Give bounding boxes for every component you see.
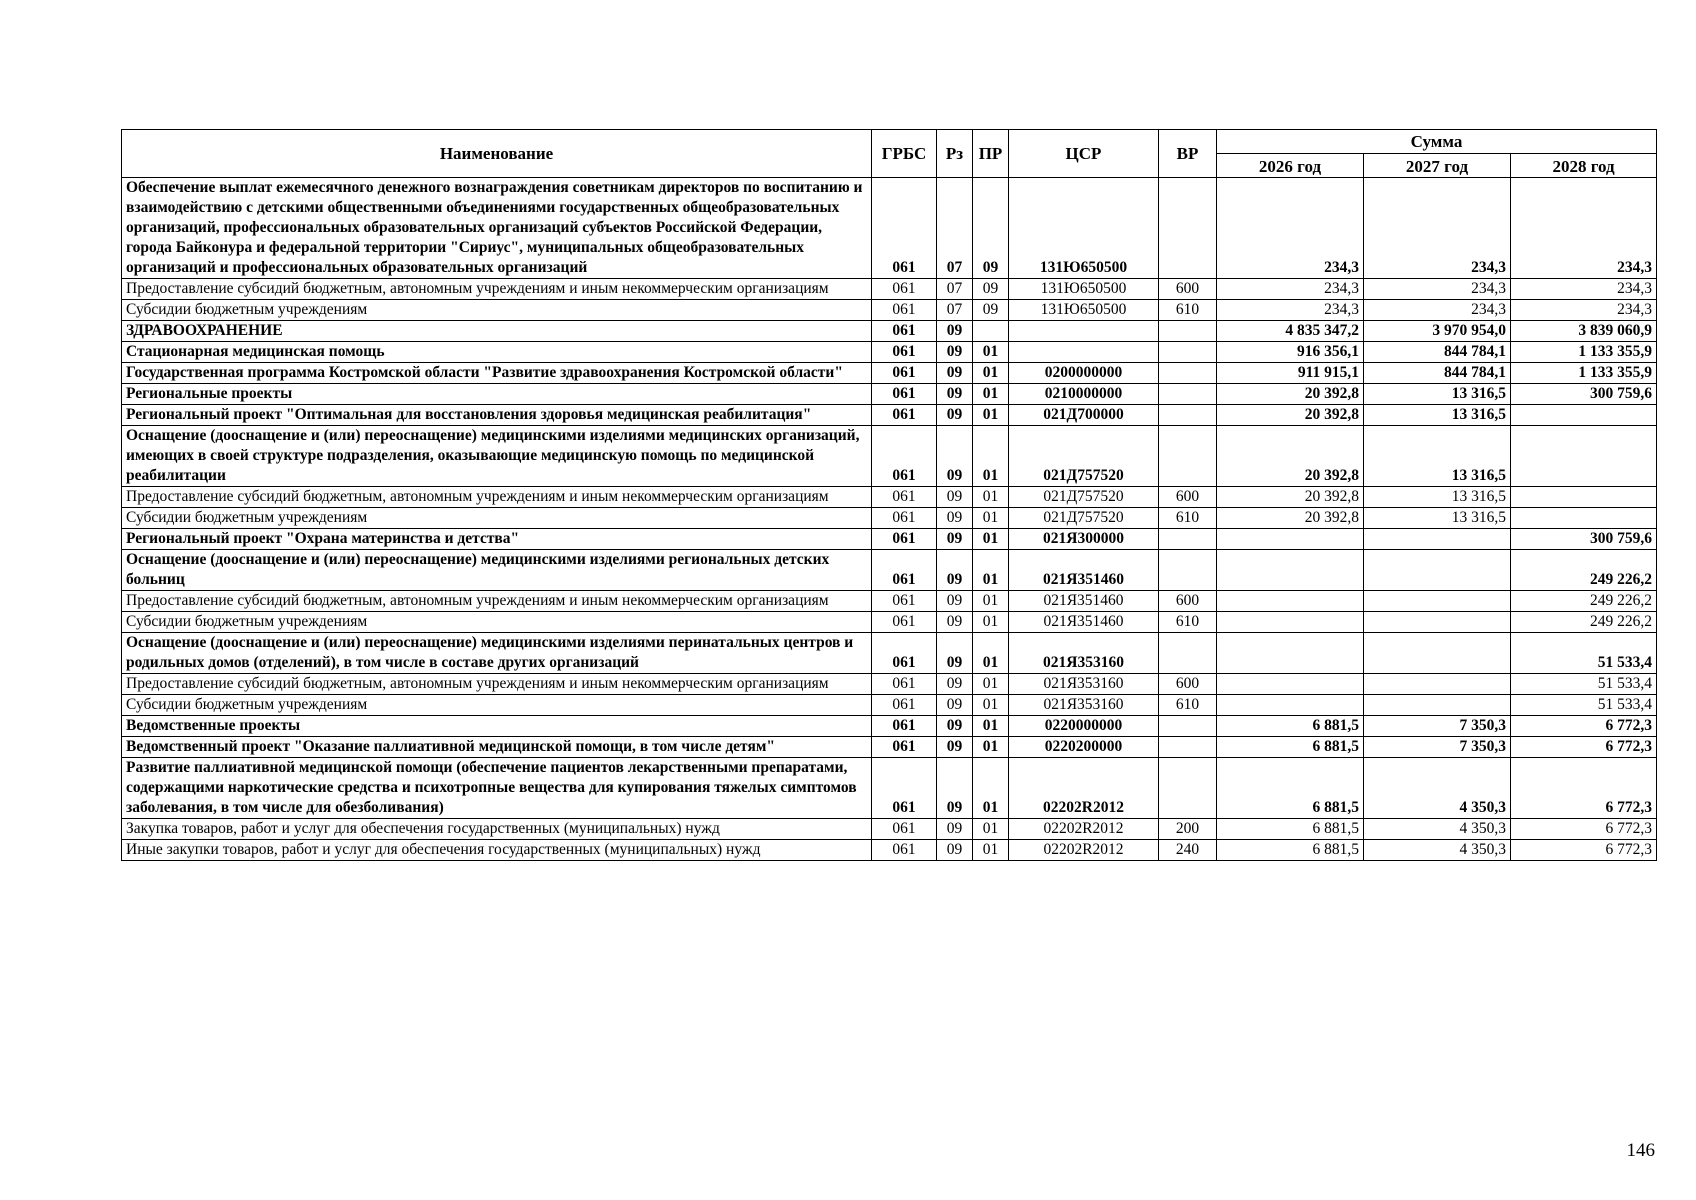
cell-csr: 021Д700000 [1009,405,1159,426]
cell-y2027: 7 350,3 [1364,737,1511,758]
cell-vr [1159,178,1217,279]
cell-pr: 01 [973,363,1009,384]
cell-y2028: 51 533,4 [1511,633,1657,674]
cell-y2027: 234,3 [1364,279,1511,300]
cell-grbs: 061 [872,178,937,279]
cell-name: Обеспечение выплат ежемесячного денежного вознаграждения советникам директоров по воспитанию и взаимодействию с детскими общественными объединениями государственных общеобразовательных организаций, профессиональных образовательных организаций субъектов Российской Федерации, города Байконура и федеральной территории "Сириус", муниципальных общеобразовательных организаций и профессиональных образовательных организаций [122,178,872,279]
cell-y2028: 249 226,2 [1511,591,1657,612]
cell-name: Оснащение (дооснащение и (или) переоснащение) медицинскими изделиями перинатальных центров и родильных домов (отделений), в том числе в составе других организаций [122,633,872,674]
cell-csr: 021Я351460 [1009,591,1159,612]
cell-grbs: 061 [872,550,937,591]
cell-y2028: 6 772,3 [1511,737,1657,758]
cell-y2026: 916 356,1 [1217,342,1364,363]
cell-y2026 [1217,591,1364,612]
cell-y2028 [1511,487,1657,508]
cell-y2027: 234,3 [1364,300,1511,321]
cell-rz: 09 [937,758,973,819]
cell-y2027 [1364,529,1511,550]
cell-pr: 01 [973,716,1009,737]
cell-grbs: 061 [872,363,937,384]
cell-name: Региональные проекты [122,384,872,405]
cell-grbs: 061 [872,508,937,529]
cell-y2026: 20 392,8 [1217,384,1364,405]
cell-y2028 [1511,405,1657,426]
table-row [122,550,1657,591]
cell-y2027: 844 784,1 [1364,363,1511,384]
cell-name: Предоставление субсидий бюджетным, автономным учреждениям и иным некоммерческим организациям [122,591,872,612]
cell-rz: 09 [937,426,973,487]
table-row [122,695,1657,716]
table-row [122,633,1657,674]
cell-name: Предоставление субсидий бюджетным, автономным учреждениям и иным некоммерческим организациям [122,487,872,508]
cell-y2027: 13 316,5 [1364,508,1511,529]
cell-name: Субсидии бюджетным учреждениям [122,695,872,716]
cell-name: Субсидии бюджетным учреждениям [122,612,872,633]
cell-vr: 610 [1159,300,1217,321]
cell-csr: 0220000000 [1009,716,1159,737]
cell-name: Иные закупки товаров, работ и услуг для обеспечения государственных (муниципальных) нужд [122,840,872,861]
cell-pr: 09 [973,178,1009,279]
cell-csr: 02202R2012 [1009,758,1159,819]
cell-grbs: 061 [872,758,937,819]
cell-y2027: 13 316,5 [1364,487,1511,508]
cell-name: Предоставление субсидий бюджетным, автономным учреждениям и иным некоммерческим организациям [122,279,872,300]
header-name: Наименование [122,130,872,178]
cell-rz: 09 [937,508,973,529]
table-row [122,612,1657,633]
cell-name: Оснащение (дооснащение и (или) переоснащение) медицинскими изделиями региональных детских больниц [122,550,872,591]
cell-vr: 200 [1159,819,1217,840]
header-2028: 2028 год [1511,154,1657,178]
cell-rz: 07 [937,178,973,279]
table-row [122,487,1657,508]
cell-pr: 01 [973,426,1009,487]
cell-vr [1159,342,1217,363]
cell-name: Региональный проект "Охрана материнства и детства" [122,529,872,550]
cell-y2028: 1 133 355,9 [1511,342,1657,363]
cell-rz: 09 [937,840,973,861]
cell-y2028: 1 133 355,9 [1511,363,1657,384]
cell-pr: 01 [973,342,1009,363]
cell-grbs: 061 [872,591,937,612]
cell-pr: 01 [973,508,1009,529]
cell-rz: 09 [937,529,973,550]
cell-vr [1159,529,1217,550]
cell-csr: 021Я353160 [1009,633,1159,674]
cell-pr: 01 [973,819,1009,840]
header-rz: Рз [937,130,973,178]
cell-pr: 01 [973,737,1009,758]
cell-y2027: 7 350,3 [1364,716,1511,737]
cell-vr: 610 [1159,695,1217,716]
cell-y2028: 234,3 [1511,279,1657,300]
header-pr: ПР [973,130,1009,178]
cell-name: Закупка товаров, работ и услуг для обеспечения государственных (муниципальных) нужд [122,819,872,840]
cell-name: Региональный проект "Оптимальная для восстановления здоровья медицинская реабилитация" [122,405,872,426]
table-row [122,758,1657,819]
cell-rz: 09 [937,695,973,716]
cell-csr: 131Ю650500 [1009,178,1159,279]
cell-vr [1159,363,1217,384]
cell-y2026 [1217,529,1364,550]
cell-name: Государственная программа Костромской области "Развитие здравоохранения Костромской области" [122,363,872,384]
cell-vr [1159,321,1217,342]
table-row [122,363,1657,384]
cell-y2028: 300 759,6 [1511,529,1657,550]
cell-y2026 [1217,550,1364,591]
cell-vr: 610 [1159,508,1217,529]
cell-y2028: 3 839 060,9 [1511,321,1657,342]
cell-vr: 600 [1159,591,1217,612]
cell-grbs: 061 [872,384,937,405]
cell-csr: 021Д757520 [1009,426,1159,487]
cell-y2027: 4 350,3 [1364,840,1511,861]
cell-vr [1159,384,1217,405]
cell-csr: 021Я300000 [1009,529,1159,550]
cell-y2026: 234,3 [1217,300,1364,321]
cell-y2026: 20 392,8 [1217,508,1364,529]
cell-y2028: 300 759,6 [1511,384,1657,405]
cell-vr [1159,716,1217,737]
cell-pr: 01 [973,550,1009,591]
cell-pr: 01 [973,840,1009,861]
cell-y2026 [1217,695,1364,716]
cell-csr: 0210000000 [1009,384,1159,405]
cell-rz: 09 [937,487,973,508]
cell-pr: 01 [973,591,1009,612]
budget-table [121,129,1657,861]
cell-rz: 07 [937,300,973,321]
cell-y2026: 911 915,1 [1217,363,1364,384]
cell-name: ЗДРАВООХРАНЕНИЕ [122,321,872,342]
table-row [122,279,1657,300]
cell-rz: 09 [937,321,973,342]
cell-name: Оснащение (дооснащение и (или) переоснащение) медицинскими изделиями медицинских организаций, имеющих в своей структуре подразделения, оказывающие медицинскую помощь по медицинской реабилитации [122,426,872,487]
table-row [122,737,1657,758]
cell-y2026: 234,3 [1217,178,1364,279]
cell-y2026: 234,3 [1217,279,1364,300]
cell-vr [1159,633,1217,674]
cell-rz: 07 [937,279,973,300]
header-2027: 2027 год [1364,154,1511,178]
cell-y2028: 6 772,3 [1511,758,1657,819]
cell-y2028: 6 772,3 [1511,840,1657,861]
cell-rz: 09 [937,550,973,591]
cell-grbs: 061 [872,405,937,426]
table-row [122,300,1657,321]
cell-grbs: 061 [872,342,937,363]
cell-grbs: 061 [872,840,937,861]
cell-y2026: 4 835 347,2 [1217,321,1364,342]
cell-rz: 09 [937,363,973,384]
cell-grbs: 061 [872,674,937,695]
cell-grbs: 061 [872,695,937,716]
cell-name: Субсидии бюджетным учреждениям [122,300,872,321]
cell-y2028: 249 226,2 [1511,550,1657,591]
cell-vr [1159,405,1217,426]
table-row [122,674,1657,695]
cell-pr: 09 [973,279,1009,300]
cell-name: Предоставление субсидий бюджетным, автономным учреждениям и иным некоммерческим организациям [122,674,872,695]
table-row [122,426,1657,487]
cell-rz: 09 [937,405,973,426]
cell-y2027 [1364,591,1511,612]
cell-y2027 [1364,695,1511,716]
cell-rz: 09 [937,384,973,405]
cell-rz: 09 [937,591,973,612]
header-grbs: ГРБС [872,130,937,178]
cell-csr: 131Ю650500 [1009,279,1159,300]
cell-y2027 [1364,550,1511,591]
cell-y2028: 51 533,4 [1511,695,1657,716]
cell-csr: 02202R2012 [1009,819,1159,840]
cell-pr: 01 [973,633,1009,674]
cell-y2027 [1364,674,1511,695]
cell-y2026: 6 881,5 [1217,737,1364,758]
cell-y2028: 6 772,3 [1511,716,1657,737]
cell-y2028: 234,3 [1511,300,1657,321]
table-row [122,178,1657,279]
cell-vr [1159,758,1217,819]
cell-csr [1009,321,1159,342]
cell-name: Субсидии бюджетным учреждениям [122,508,872,529]
cell-y2026: 20 392,8 [1217,487,1364,508]
cell-y2026: 20 392,8 [1217,405,1364,426]
cell-pr: 01 [973,384,1009,405]
cell-y2026 [1217,674,1364,695]
cell-pr: 01 [973,758,1009,819]
cell-csr: 02202R2012 [1009,840,1159,861]
header-csr: ЦСР [1009,130,1159,178]
cell-grbs: 061 [872,321,937,342]
cell-vr: 610 [1159,612,1217,633]
cell-y2028 [1511,426,1657,487]
table-row [122,591,1657,612]
cell-pr: 01 [973,612,1009,633]
cell-y2026 [1217,612,1364,633]
table-row [122,819,1657,840]
cell-y2027: 13 316,5 [1364,384,1511,405]
cell-name: Ведомственные проекты [122,716,872,737]
cell-csr: 0220200000 [1009,737,1159,758]
table-row [122,321,1657,342]
cell-pr: 01 [973,674,1009,695]
cell-vr: 240 [1159,840,1217,861]
cell-y2028: 51 533,4 [1511,674,1657,695]
cell-grbs: 061 [872,737,937,758]
cell-rz: 09 [937,612,973,633]
cell-y2026: 20 392,8 [1217,426,1364,487]
table-row [122,529,1657,550]
cell-y2026: 6 881,5 [1217,840,1364,861]
cell-rz: 09 [937,342,973,363]
cell-y2027: 844 784,1 [1364,342,1511,363]
cell-grbs: 061 [872,633,937,674]
cell-y2027: 13 316,5 [1364,426,1511,487]
cell-y2027: 3 970 954,0 [1364,321,1511,342]
cell-y2027: 4 350,3 [1364,819,1511,840]
cell-pr: 09 [973,300,1009,321]
cell-grbs: 061 [872,300,937,321]
page-number: 146 [1626,1140,1655,1161]
cell-vr [1159,426,1217,487]
cell-rz: 09 [937,633,973,674]
table-row [122,405,1657,426]
header-vr: ВР [1159,130,1217,178]
cell-csr: 131Ю650500 [1009,300,1159,321]
cell-vr [1159,737,1217,758]
cell-y2027: 234,3 [1364,178,1511,279]
cell-csr: 021Я351460 [1009,550,1159,591]
cell-grbs: 061 [872,279,937,300]
cell-csr: 021Я353160 [1009,695,1159,716]
cell-y2026: 6 881,5 [1217,819,1364,840]
cell-y2027: 4 350,3 [1364,758,1511,819]
cell-y2026: 6 881,5 [1217,716,1364,737]
cell-grbs: 061 [872,487,937,508]
cell-rz: 09 [937,674,973,695]
cell-name: Ведомственный проект "Оказание паллиативной медицинской помощи, в том числе детям" [122,737,872,758]
cell-y2027 [1364,633,1511,674]
table-row [122,508,1657,529]
cell-rz: 09 [937,819,973,840]
cell-vr: 600 [1159,674,1217,695]
cell-name: Развитие паллиативной медицинской помощи (обеспечение пациентов лекарственными препаратами, содержащими наркотические средства и психотропные вещества для купирования тяжелых симптомов заболевания, в том числе для обезболивания) [122,758,872,819]
cell-csr [1009,342,1159,363]
cell-pr [973,321,1009,342]
cell-pr: 01 [973,487,1009,508]
cell-grbs: 061 [872,716,937,737]
cell-vr: 600 [1159,279,1217,300]
cell-rz: 09 [937,716,973,737]
table-row [122,384,1657,405]
cell-csr: 021Д757520 [1009,508,1159,529]
cell-vr: 600 [1159,487,1217,508]
table-body [122,178,1657,861]
cell-y2028: 234,3 [1511,178,1657,279]
cell-name: Стационарная медицинская помощь [122,342,872,363]
cell-csr: 021Я351460 [1009,612,1159,633]
cell-csr: 021Я353160 [1009,674,1159,695]
table-row [122,342,1657,363]
header-sum: Сумма [1217,130,1657,154]
cell-y2028: 6 772,3 [1511,819,1657,840]
cell-grbs: 061 [872,612,937,633]
cell-y2027 [1364,612,1511,633]
cell-pr: 01 [973,405,1009,426]
header-2026: 2026 год [1217,154,1364,178]
cell-y2028 [1511,508,1657,529]
cell-y2026 [1217,633,1364,674]
cell-vr [1159,550,1217,591]
cell-grbs: 061 [872,819,937,840]
cell-csr: 0200000000 [1009,363,1159,384]
cell-y2026: 6 881,5 [1217,758,1364,819]
cell-pr: 01 [973,695,1009,716]
cell-grbs: 061 [872,529,937,550]
cell-y2028: 249 226,2 [1511,612,1657,633]
table-row [122,716,1657,737]
cell-grbs: 061 [872,426,937,487]
cell-csr: 021Д757520 [1009,487,1159,508]
cell-pr: 01 [973,529,1009,550]
cell-y2027: 13 316,5 [1364,405,1511,426]
cell-rz: 09 [937,737,973,758]
table-row [122,840,1657,861]
